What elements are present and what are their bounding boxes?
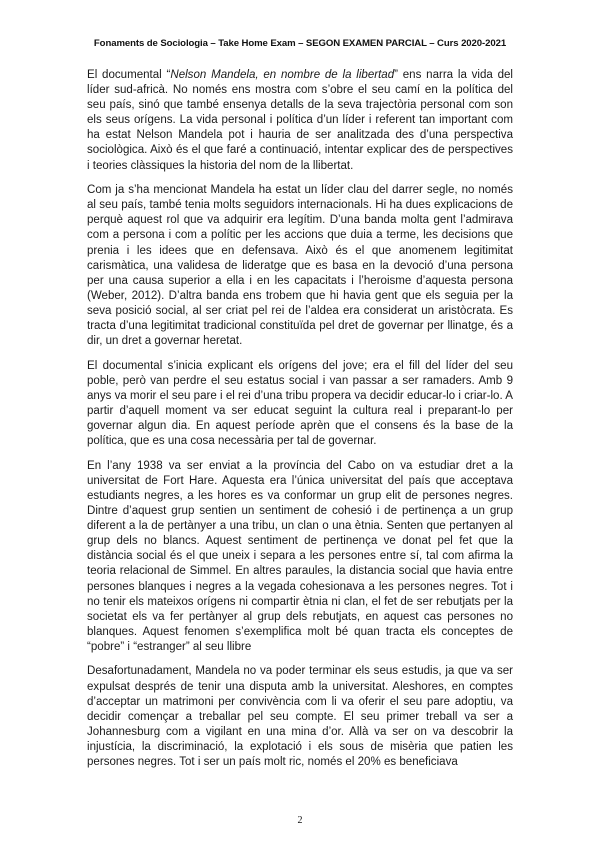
page-number: 2 (297, 815, 303, 826)
paragraph-5: Desafortunadament, Mandela no va poder terminar els seus estudis, ja que va ser expulsat després de tenir una disputa amb la universitat. Aleshores, en comptes d’acceptar un matrimoni per convivència com li va oferir el seu pare adoptiu, va decidir començar a treballar pel seu compte. El seu primer treball va ser a Johannesburg com a vigilant en una mina d’or. Allà va ser on va descobrir la injustícia, la discriminació, la explotació i els sous de misèria que patien les persones negres. Tot i ser un país molt ric, només el 20% es beneficiava (87, 665, 513, 769)
paragraph-4: En l’any 1938 va ser enviat a la província del Cabo on va estudiar dret a la universitat de Fort Hare. Aquesta era l’única universitat del país que acceptava estudiants negres, a les hores es va conformar un grup elit de persones negres. Dintre d’aquest grup sentien un sentiment de cohesió i de pertinença a un grup diferent a la de pertànyer a una tribu, un clan o una ètnia. Senten que pertanyen al grup dels no blancs. Aquest sentiment de pertinença ve donat pel fet que la distància social és el que uneix i separa a les persones entre sí, tal com afirma la teoria relacional de Simmel. En altres paraules, la distancia social que havia entre persones blanques i negres a la vegada cohesionava a les persones negres. Tot i no tenir els mateixos orígens ni compartir ètnia ni clan, el fet de ser rebutjats per la societat els va fer pertànyer al grup dels rebutjats, en aquest cas persones no blanques. Aquest fenomen s’exemplifica molt bé quan tracta els conceptes de “pobre” i “estranger” al seu llibre (87, 459, 513, 653)
paragraph-3: El documental s’inicia explicant els orígens del jove; era el fill del líder del seu poble, però van perdre el seu estatus social i van passar a ser ramaders. Amb 9 anys va morir el seu pare i el rei d’una tribu propera va decidir educar-lo i criar-lo. A partir d’aquell moment va ser educat seguint la cultura real i preparant-lo per governar algun dia. En aquest període aprèn que el consens és la base de la política, que es una cosa necessària per tal de governar. (87, 359, 513, 448)
page-header: Fonaments de Sociologia – Take Home Exam – SEGON EXAMEN PARCIAL – Curs 2020-2021 (93, 38, 507, 49)
paragraph-1-lead: El documental “ (87, 69, 171, 81)
document-body (87, 68, 513, 780)
paragraph-2: Com ja s’ha mencionat Mandela ha estat un líder clau del darrer segle, no només al seu país, també tenia molts seguidors internacionals. Hi ha dues explicacions de perquè aquest rol que va adquirir era legítim. D’una banda molta gent l’admirava com a persona i com a polític per les accions que duia a terme, les decisions que prenia i les idees que en defensava. Això és el que anomenem legitimitat carismàtica, una validesa de lideratge que es basa en la devoció d’una persona per una causa superior a ella i en les capacitats i l’heroisme d’aquesta persona (Weber, 2012). D’altra banda ens trobem que hi havia gent que els seguia per la seva posició social, al ser criat pel rei de l’aldea era considerat un aristòcrata. Es tracta d’una legitimitat tradicional constituïda pel dret de governar per llinatge, és a dir, un dret a governar heretat. (87, 184, 513, 348)
documentary-title: Nelson Mandela, en nombre de la libertad (170, 69, 395, 81)
paragraph-1 (87, 68, 513, 174)
paragraph-1-rest: ” ens narra la vida del líder sud-africà. No només ens mostra com s’obre el seu camí en la política del seu país, sinó que també ensenya detalls de la seva trajectòria personal com son els seus orígens. La vida personal i política d’un líder i referent tan important com ha estat Nelson Mandela pot i hauria de ser analitzada des d’una perspectiva sociològica. Això és el que faré a continuació, intentar explicar des de perspectives i teories clàssiques la historia del nom de la llibertat. (87, 69, 513, 172)
